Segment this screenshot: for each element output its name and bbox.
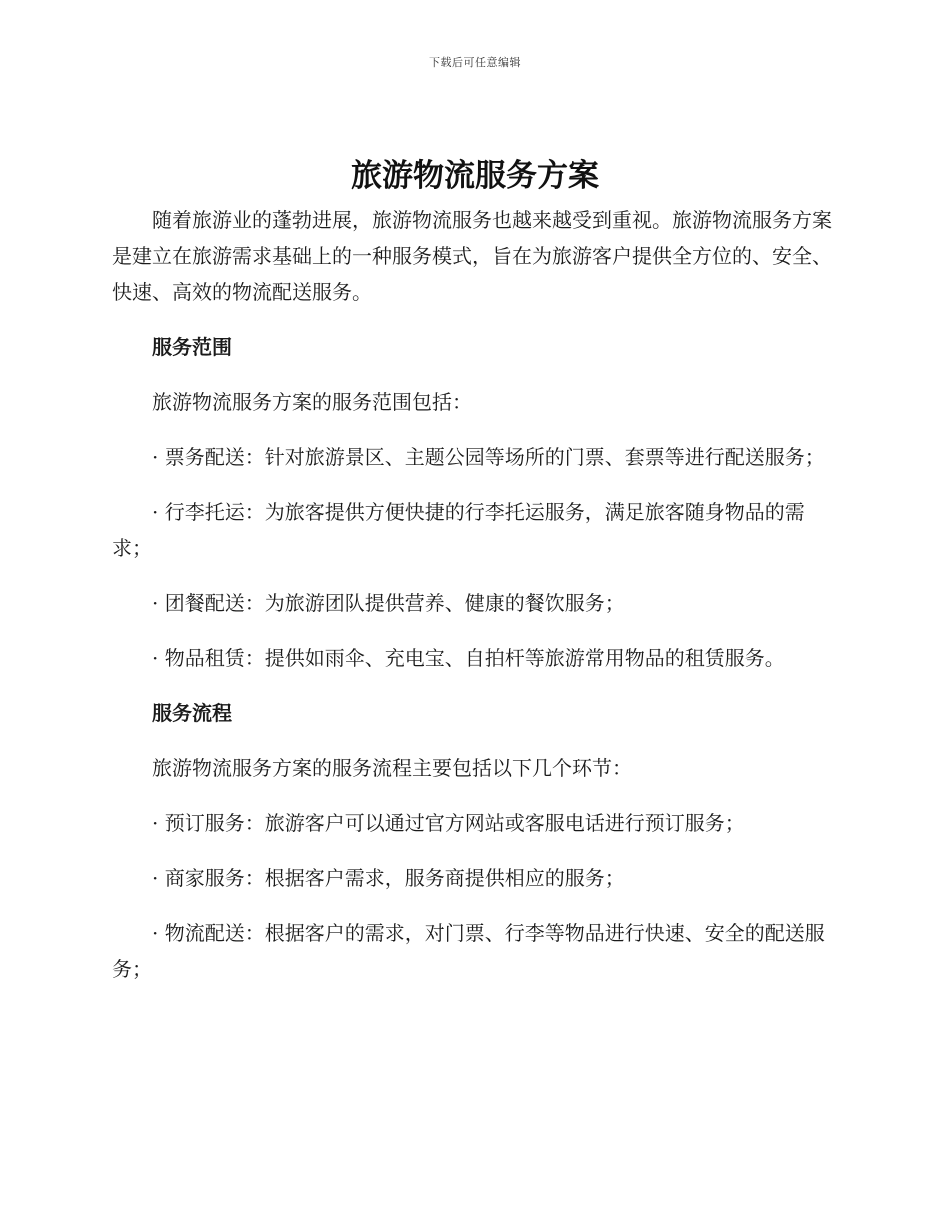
- section-lead-process: 旅游物流服务方案的服务流程主要包括以下几个环节：: [152, 756, 632, 780]
- list-item: · 商家服务：根据客户需求，服务商提供相应的服务；: [152, 866, 625, 890]
- section-heading-scope: 服务范围: [152, 335, 232, 359]
- intro-paragraph: 随着旅游业的蓬勃进展，旅游物流服务也越来越受到重视。旅游物流服务方案是建立在旅游需求基础上的一种服务模式，旨在为旅游客户提供全方位的、安全、快速、高效的物流配送服务。: [112, 208, 832, 304]
- document-body: [112, 202, 832, 987]
- section-heading-process: 服务流程: [152, 701, 232, 725]
- list-item: · 物流配送：根据客户的需求，对门票、行李等物品进行快速、安全的配送服务；: [112, 921, 825, 981]
- list-item: · 预订服务：旅游客户可以通过官方网站或客服电话进行预订服务；: [152, 811, 745, 835]
- list-item: · 团餐配送：为旅游团队提供营养、健康的餐饮服务；: [152, 591, 625, 615]
- list-item: · 行李托运：为旅客提供方便快捷的行李托运服务，满足旅客随身物品的需求；: [112, 500, 805, 560]
- document-title: 旅游物流服务方案: [351, 158, 599, 194]
- header-note: 下载后可任意编辑: [429, 56, 521, 69]
- list-item: · 票务配送：针对旅游景区、主题公园等场所的门票、套票等进行配送服务；: [152, 445, 825, 469]
- section-lead-scope: 旅游物流服务方案的服务范围包括：: [152, 390, 472, 414]
- list-item: · 物品租赁：提供如雨伞、充电宝、自拍杆等旅游常用物品的租赁服务。: [152, 646, 785, 670]
